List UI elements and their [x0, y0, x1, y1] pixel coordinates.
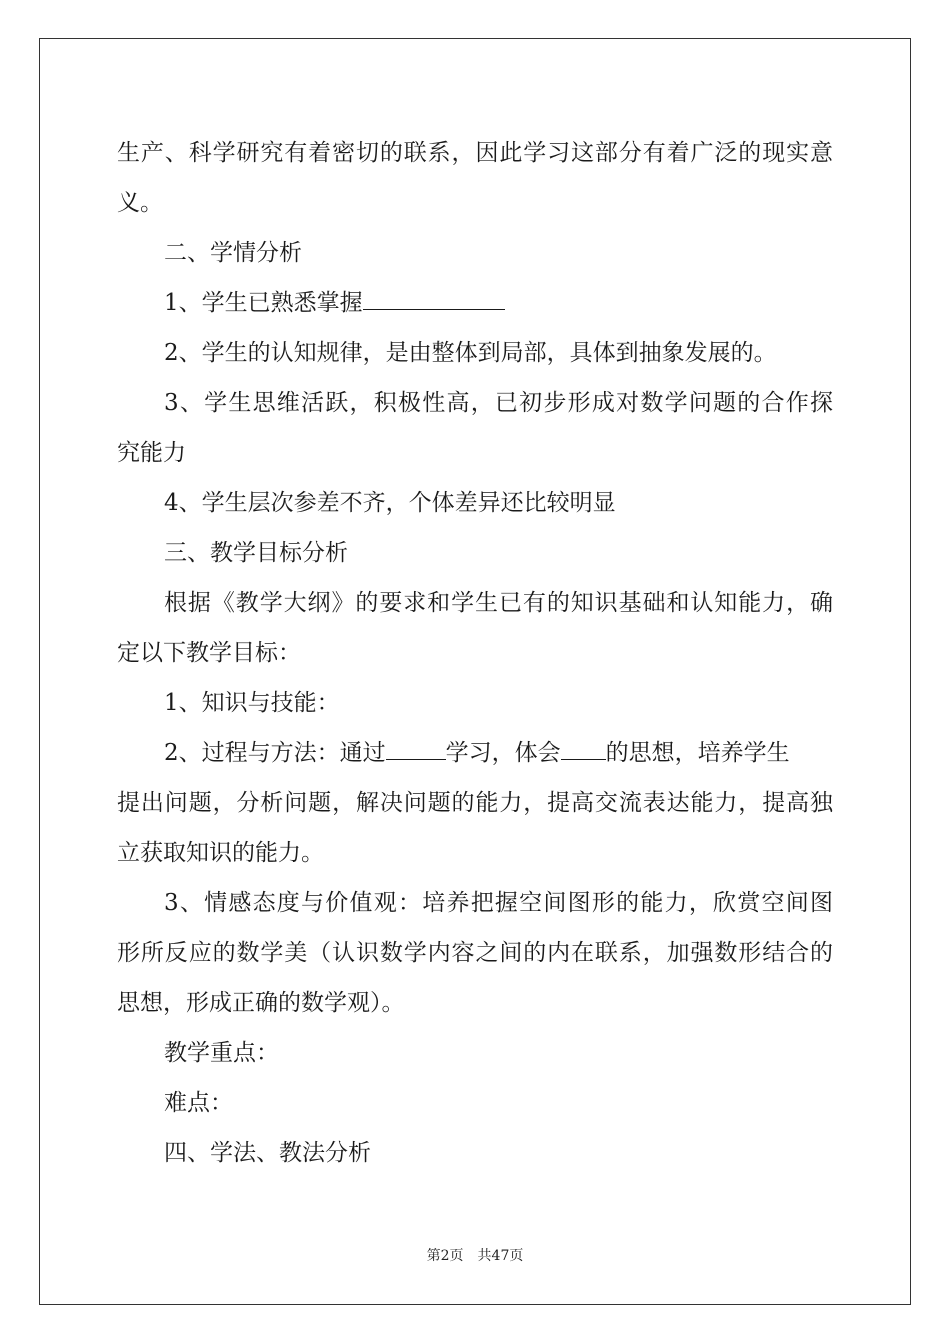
- difficulties-label: 难点：: [164, 1090, 233, 1116]
- fill-in-blank: [363, 289, 505, 310]
- list-item: 4、学生层次参差不齐，个体差异还比较明显: [164, 490, 616, 516]
- fill-in-blank: [386, 739, 446, 760]
- fill-in-blank: [561, 739, 606, 760]
- goal-text: 的思想，培养学生: [605, 740, 790, 766]
- goal-continuation: 立获取知识的能力。: [117, 840, 324, 866]
- list-item-continuation: 究能力: [117, 440, 186, 466]
- list-item: 2、学生的认知规律，是由整体到局部，具体到抽象发展的。: [164, 340, 777, 366]
- goal-item: [117, 728, 833, 778]
- page-number: 第2页: [426, 1248, 464, 1264]
- list-item: 3、学生思维活跃，积极性高，已初步形成对数学问题的合作探: [164, 390, 833, 416]
- paragraph-line: 根据《教学大纲》的要求和学生已有的知识基础和认知能力，确: [164, 590, 833, 616]
- paragraph-line: 义。: [117, 190, 163, 216]
- section-heading-teaching-goals: 三、教学目标分析: [164, 540, 348, 566]
- key-points-label: 教学重点：: [164, 1040, 279, 1066]
- goal-item: 3、情感态度与价值观：培养把握空间图形的能力，欣赏空间图: [164, 890, 833, 916]
- goal-continuation: 形所反应的数学美（认识数学内容之间的内在联系，加强数形结合的: [117, 940, 833, 966]
- section-heading-method-analysis: 四、学法、教法分析: [164, 1140, 371, 1166]
- list-item-text: 1、学生已熟悉掌握: [164, 290, 363, 316]
- paragraph-line: 生产、科学研究有着密切的联系，因此学习这部分有着广泛的现实意: [117, 140, 833, 166]
- goal-item: 1、知识与技能：: [164, 690, 340, 716]
- page-footer: [0, 1246, 950, 1266]
- list-item: [117, 278, 833, 328]
- section-heading-learning-analysis: 二、学情分析: [164, 240, 302, 266]
- goal-continuation: 思想，形成正确的数学观）。: [117, 990, 405, 1016]
- paragraph-line: 定以下教学目标：: [117, 640, 301, 666]
- goal-continuation: 提出问题，分析问题，解决问题的能力，提高交流表达能力，提高独: [117, 790, 833, 816]
- goal-text: 2、过程与方法：通过: [164, 740, 386, 766]
- total-pages: 共47页: [477, 1248, 524, 1264]
- document-body: [117, 128, 833, 1178]
- goal-text: 学习，体会: [445, 740, 561, 766]
